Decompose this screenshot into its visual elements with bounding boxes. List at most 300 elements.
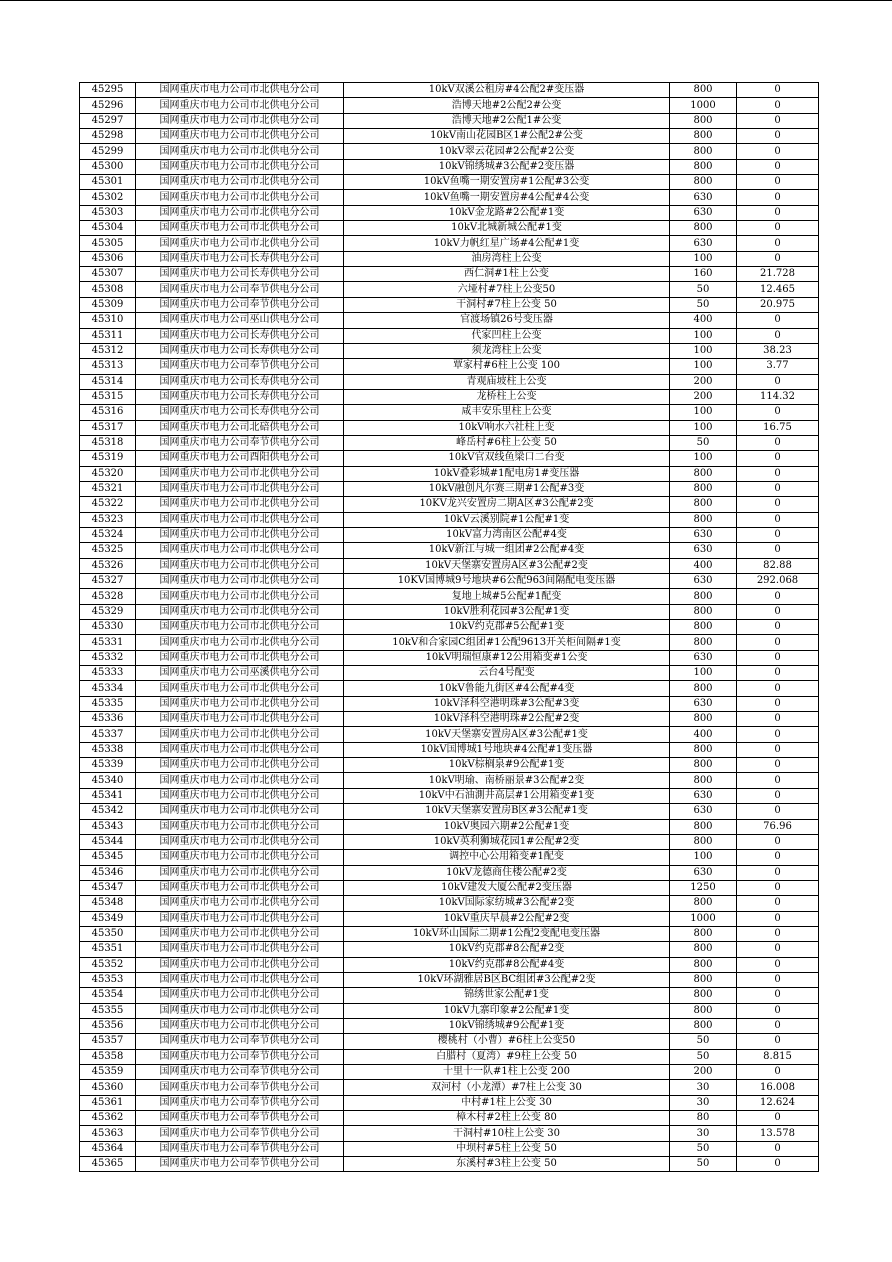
transformer-name-cell: 10kV北城新城公配#1变 [344,221,670,236]
table-row [80,144,819,159]
transformer-name-cell: 10kV约克郡#8公配#2变 [344,942,670,957]
company-cell: 国网重庆市电力公司奉节供电分公司 [136,359,344,374]
transformer-name-cell: 峰岳村#6柱上公变 50 [344,435,670,450]
company-cell: 国网重庆市电力公司市北供电分公司 [136,129,344,144]
value-cell: 0 [737,589,819,604]
row-id-cell: 45344 [80,834,136,849]
table-body [80,83,819,1172]
row-id-cell: 45320 [80,466,136,481]
table-row [80,957,819,972]
company-cell: 国网重庆市电力公司巫溪供电分公司 [136,666,344,681]
capacity-cell: 100 [670,666,737,681]
transformer-name-cell: 10kV官双线鱼梁口二台变 [344,451,670,466]
value-cell: 0 [737,1034,819,1049]
capacity-cell: 630 [670,804,737,819]
table-row [80,205,819,220]
transformer-table [79,82,819,1172]
company-cell: 国网重庆市电力公司市北供电分公司 [136,681,344,696]
table-row [80,896,819,911]
table-row [80,988,819,1003]
row-id-cell: 45298 [80,129,136,144]
transformer-name-cell: 中村#1柱上公变 30 [344,1095,670,1110]
row-id-cell: 45303 [80,205,136,220]
transformer-name-cell: 白腊村（夏湾）#9柱上公变 50 [344,1049,670,1064]
company-cell: 国网重庆市电力公司市北供电分公司 [136,911,344,926]
value-cell: 0 [737,83,819,98]
capacity-cell: 200 [670,389,737,404]
capacity-cell: 800 [670,773,737,788]
value-cell: 21.728 [737,267,819,282]
table-row [80,558,819,573]
capacity-cell: 800 [670,926,737,941]
value-cell: 0 [737,512,819,527]
table-row [80,527,819,542]
capacity-cell: 1250 [670,880,737,895]
table-row [80,113,819,128]
table-row [80,481,819,496]
company-cell: 国网重庆市电力公司奉节供电分公司 [136,1095,344,1110]
value-cell: 0 [737,911,819,926]
value-cell: 20.975 [737,297,819,312]
transformer-name-cell: 双河村（小龙潭）#7柱上公变 30 [344,1080,670,1095]
row-id-cell: 45333 [80,666,136,681]
table-row [80,83,819,98]
transformer-name-cell: 10kV响水六社柱上变 [344,420,670,435]
capacity-cell: 50 [670,297,737,312]
value-cell: 114.32 [737,389,819,404]
row-id-cell: 45304 [80,221,136,236]
transformer-name-cell: 10kV环山国际二期#1公配2变配电变压器 [344,926,670,941]
capacity-cell: 800 [670,604,737,619]
transformer-name-cell: 10kV泽科空港明珠#3公配#3变 [344,696,670,711]
row-id-cell: 45359 [80,1065,136,1080]
value-cell: 0 [737,635,819,650]
row-id-cell: 45306 [80,251,136,266]
row-id-cell: 45315 [80,389,136,404]
row-id-cell: 45309 [80,297,136,312]
table-row [80,1018,819,1033]
company-cell: 国网重庆市电力公司奉节供电分公司 [136,1049,344,1064]
value-cell: 0 [737,1065,819,1080]
row-id-cell: 45301 [80,175,136,190]
value-cell: 0 [737,850,819,865]
transformer-name-cell: 10kV胜利花园#3公配#1变 [344,604,670,619]
company-cell: 国网重庆市电力公司市北供电分公司 [136,543,344,558]
company-cell: 国网重庆市电力公司市北供电分公司 [136,819,344,834]
table-row [80,190,819,205]
value-cell: 0 [737,758,819,773]
transformer-name-cell: 浩博天地#2公配1#公变 [344,113,670,128]
row-id-cell: 45343 [80,819,136,834]
table-row [80,788,819,803]
capacity-cell: 630 [670,865,737,880]
row-id-cell: 45339 [80,758,136,773]
value-cell: 0 [737,113,819,128]
company-cell: 国网重庆市电力公司奉节供电分公司 [136,282,344,297]
transformer-name-cell: 东溪村#3柱上公变 50 [344,1157,670,1172]
row-id-cell: 45363 [80,1126,136,1141]
value-cell: 0 [737,742,819,757]
capacity-cell: 50 [670,1034,737,1049]
value-cell: 8.815 [737,1049,819,1064]
transformer-name-cell: 10kV泽科空港明珠#2公配#2变 [344,712,670,727]
transformer-name-cell: 中坝村#5柱上公变 50 [344,1141,670,1156]
row-id-cell: 45327 [80,574,136,589]
value-cell: 0 [737,144,819,159]
company-cell: 国网重庆市电力公司奉节供电分公司 [136,1080,344,1095]
value-cell: 0 [737,527,819,542]
capacity-cell: 1000 [670,98,737,113]
company-cell: 国网重庆市电力公司长寿供电分公司 [136,405,344,420]
value-cell: 0 [737,620,819,635]
value-cell: 16.008 [737,1080,819,1095]
company-cell: 国网重庆市电力公司市北供电分公司 [136,558,344,573]
capacity-cell: 400 [670,313,737,328]
row-id-cell: 45314 [80,374,136,389]
table-row [80,1034,819,1049]
company-cell: 国网重庆市电力公司奉节供电分公司 [136,1157,344,1172]
row-id-cell: 45302 [80,190,136,205]
capacity-cell: 800 [670,988,737,1003]
value-cell: 0 [737,880,819,895]
row-id-cell: 45307 [80,267,136,282]
table-row [80,282,819,297]
company-cell: 国网重庆市电力公司长寿供电分公司 [136,328,344,343]
transformer-name-cell: 干洞村#10柱上公变 30 [344,1126,670,1141]
capacity-cell: 800 [670,972,737,987]
row-id-cell: 45305 [80,236,136,251]
company-cell: 国网重庆市电力公司市北供电分公司 [136,865,344,880]
row-id-cell: 45357 [80,1034,136,1049]
transformer-name-cell: 浩博天地#2公配2#公变 [344,98,670,113]
transformer-name-cell: 樟木村#2柱上公变 80 [344,1111,670,1126]
capacity-cell: 100 [670,343,737,358]
value-cell: 0 [737,804,819,819]
value-cell: 3.77 [737,359,819,374]
transformer-name-cell: 10kV重庆早晨#2公配#2变 [344,911,670,926]
capacity-cell: 800 [670,635,737,650]
capacity-cell: 630 [670,236,737,251]
value-cell: 0 [737,543,819,558]
value-cell: 0 [737,1157,819,1172]
capacity-cell: 50 [670,282,737,297]
transformer-name-cell: 复地上城#5公配#1配变 [344,589,670,604]
row-id-cell: 45342 [80,804,136,819]
capacity-cell: 800 [670,512,737,527]
value-cell: 13.578 [737,1126,819,1141]
company-cell: 国网重庆市电力公司奉节供电分公司 [136,1126,344,1141]
value-cell: 0 [737,788,819,803]
value-cell: 0 [737,98,819,113]
company-cell: 国网重庆市电力公司奉节供电分公司 [136,1111,344,1126]
row-id-cell: 45321 [80,481,136,496]
transformer-name-cell: 覃家村#6柱上公变 100 [344,359,670,374]
value-cell: 16.75 [737,420,819,435]
value-cell: 38.23 [737,343,819,358]
capacity-cell: 100 [670,251,737,266]
value-cell: 0 [737,159,819,174]
value-cell: 0 [737,1111,819,1126]
row-id-cell: 45316 [80,405,136,420]
value-cell: 0 [737,205,819,220]
company-cell: 国网重庆市电力公司奉节供电分公司 [136,435,344,450]
capacity-cell: 800 [670,159,737,174]
company-cell: 国网重庆市电力公司奉节供电分公司 [136,1141,344,1156]
row-id-cell: 45362 [80,1111,136,1126]
row-id-cell: 45351 [80,942,136,957]
row-id-cell: 45348 [80,896,136,911]
transformer-name-cell: 10kV天堡寨安置房B区#3公配#1变 [344,804,670,819]
table-row [80,175,819,190]
row-id-cell: 45312 [80,343,136,358]
row-id-cell: 45325 [80,543,136,558]
transformer-name-cell: 10kV国博城1号地块#4公配#1变压器 [344,742,670,757]
transformer-name-cell: 10kV明瑜、南桥丽景#3公配#2变 [344,773,670,788]
company-cell: 国网重庆市电力公司市北供电分公司 [136,727,344,742]
transformer-name-cell: 代家凹柱上公变 [344,328,670,343]
company-cell: 国网重庆市电力公司市北供电分公司 [136,205,344,220]
transformer-name-cell: 青观庙坡柱上公变 [344,374,670,389]
row-id-cell: 45322 [80,497,136,512]
value-cell: 0 [737,481,819,496]
capacity-cell: 800 [670,497,737,512]
table-row [80,1095,819,1110]
transformer-name-cell: 官渡场镇26号变压器 [344,313,670,328]
capacity-cell: 200 [670,1065,737,1080]
capacity-cell: 800 [670,957,737,972]
capacity-cell: 800 [670,113,737,128]
company-cell: 国网重庆市电力公司市北供电分公司 [136,988,344,1003]
transformer-name-cell: 十里十一队#1柱上公变 200 [344,1065,670,1080]
value-cell: 0 [737,236,819,251]
capacity-cell: 30 [670,1095,737,1110]
capacity-cell: 800 [670,83,737,98]
value-cell: 0 [737,727,819,742]
transformer-name-cell: 须龙湾柱上公变 [344,343,670,358]
row-id-cell: 45331 [80,635,136,650]
value-cell: 0 [737,221,819,236]
table-row [80,251,819,266]
row-id-cell: 45347 [80,880,136,895]
row-id-cell: 45365 [80,1157,136,1172]
company-cell: 国网重庆市电力公司长寿供电分公司 [136,267,344,282]
transformer-name-cell: 10kV环湖雅居B区BC组团#3公配#2变 [344,972,670,987]
transformer-name-cell: 10kV富力湾南区公配#4变 [344,527,670,542]
transformer-name-cell: 10kV和合家园C组团#1公配9613开关柜间隔#1变 [344,635,670,650]
table-row [80,359,819,374]
capacity-cell: 50 [670,435,737,450]
table-row [80,1080,819,1095]
capacity-cell: 30 [670,1126,737,1141]
transformer-name-cell: 10kV棕榈泉#9公配#1变 [344,758,670,773]
capacity-cell: 100 [670,405,737,420]
value-cell: 0 [737,451,819,466]
value-cell: 0 [737,696,819,711]
row-id-cell: 45337 [80,727,136,742]
row-id-cell: 45317 [80,420,136,435]
table-row [80,865,819,880]
table-row [80,574,819,589]
table-row [80,221,819,236]
value-cell: 0 [737,666,819,681]
transformer-name-cell: 西仁洞#1柱上公变 [344,267,670,282]
transformer-name-cell: 龙桥柱上公变 [344,389,670,404]
row-id-cell: 45295 [80,83,136,98]
value-cell: 82.88 [737,558,819,573]
table-row [80,650,819,665]
transformer-name-cell: 10kV中石油測井高层#1公用箱变#1变 [344,788,670,803]
company-cell: 国网重庆市电力公司市北供电分公司 [136,620,344,635]
row-id-cell: 45311 [80,328,136,343]
company-cell: 国网重庆市电力公司市北供电分公司 [136,236,344,251]
company-cell: 国网重庆市电力公司市北供电分公司 [136,650,344,665]
table-row [80,512,819,527]
company-cell: 国网重庆市电力公司市北供电分公司 [136,1003,344,1018]
value-cell: 0 [737,374,819,389]
capacity-cell: 400 [670,558,737,573]
capacity-cell: 100 [670,451,737,466]
transformer-name-cell: 10kV天堡寨安置房A区#3公配#1变 [344,727,670,742]
row-id-cell: 45338 [80,742,136,757]
transformer-name-cell: 10kV双溪公租房#4公配2#变压器 [344,83,670,98]
value-cell: 0 [737,773,819,788]
table-row [80,1126,819,1141]
company-cell: 国网重庆市电力公司市北供电分公司 [136,742,344,757]
transformer-name-cell: 10kV明瑞恒康#12公用箱变#1公变 [344,650,670,665]
transformer-name-cell: 调控中心公用箱变#1配变 [344,850,670,865]
capacity-cell: 800 [670,758,737,773]
transformer-name-cell: 10kV约克郡#5公配#1变 [344,620,670,635]
capacity-cell: 630 [670,527,737,542]
capacity-cell: 800 [670,129,737,144]
transformer-name-cell: 云台4号配变 [344,666,670,681]
capacity-cell: 400 [670,727,737,742]
transformer-name-cell: 10kV龙德商住楼公配#2变 [344,865,670,880]
transformer-name-cell: 10kV鱼嘴一期安置房#1公配#3公变 [344,175,670,190]
capacity-cell: 800 [670,1003,737,1018]
table-row [80,297,819,312]
table-row [80,466,819,481]
transformer-name-cell: 10KV国博城9号地块#6公配963间隔配电变压器 [344,574,670,589]
table-row [80,1065,819,1080]
table-row [80,589,819,604]
table-row [80,1141,819,1156]
company-cell: 国网重庆市电力公司长寿供电分公司 [136,374,344,389]
transformer-name-cell: 咸丰安乐里柱上公变 [344,405,670,420]
company-cell: 国网重庆市电力公司市北供电分公司 [136,604,344,619]
capacity-cell: 630 [670,650,737,665]
table-row [80,267,819,282]
capacity-cell: 800 [670,481,737,496]
company-cell: 国网重庆市电力公司市北供电分公司 [136,972,344,987]
row-id-cell: 45324 [80,527,136,542]
company-cell: 国网重庆市电力公司市北供电分公司 [136,758,344,773]
table-row [80,926,819,941]
company-cell: 国网重庆市电力公司酉阳供电分公司 [136,451,344,466]
company-cell: 国网重庆市电力公司市北供电分公司 [136,635,344,650]
table-row [80,451,819,466]
capacity-cell: 800 [670,620,737,635]
row-id-cell: 45330 [80,620,136,635]
table-row [80,696,819,711]
company-cell: 国网重庆市电力公司市北供电分公司 [136,481,344,496]
value-cell: 0 [737,896,819,911]
capacity-cell: 800 [670,834,737,849]
company-cell: 国网重庆市电力公司市北供电分公司 [136,144,344,159]
value-cell: 0 [737,435,819,450]
row-id-cell: 45319 [80,451,136,466]
value-cell: 0 [737,865,819,880]
capacity-cell: 800 [670,144,737,159]
transformer-name-cell: 10kV九寨印象#2公配#1变 [344,1003,670,1018]
transformer-name-cell: 10kV奥园六期#2公配#1变 [344,819,670,834]
table-row [80,804,819,819]
row-id-cell: 45364 [80,1141,136,1156]
table-row [80,850,819,865]
table-row [80,712,819,727]
table-row [80,758,819,773]
row-id-cell: 45335 [80,696,136,711]
transformer-name-cell: 10KV龙兴安置房二期A区#3公配#2变 [344,497,670,512]
capacity-cell: 800 [670,681,737,696]
table-row [80,1111,819,1126]
capacity-cell: 800 [670,819,737,834]
company-cell: 国网重庆市电力公司市北供电分公司 [136,804,344,819]
table-row [80,236,819,251]
row-id-cell: 45318 [80,435,136,450]
value-cell: 0 [737,328,819,343]
row-id-cell: 45326 [80,558,136,573]
company-cell: 国网重庆市电力公司市北供电分公司 [136,497,344,512]
value-cell: 0 [737,957,819,972]
value-cell: 0 [737,942,819,957]
table-row [80,942,819,957]
row-id-cell: 45297 [80,113,136,128]
table-row [80,159,819,174]
table-row [80,773,819,788]
transformer-name-cell: 10kV力帆红星广场#4公配#1变 [344,236,670,251]
row-id-cell: 45300 [80,159,136,174]
company-cell: 国网重庆市电力公司市北供电分公司 [136,880,344,895]
table-row [80,819,819,834]
row-id-cell: 45361 [80,1095,136,1110]
row-id-cell: 45310 [80,313,136,328]
table-row [80,727,819,742]
transformer-name-cell: 10kV天堡寨安置房A区#3公配#2变 [344,558,670,573]
table-row [80,1003,819,1018]
table-row [80,1157,819,1172]
row-id-cell: 45296 [80,98,136,113]
row-id-cell: 45354 [80,988,136,1003]
capacity-cell: 100 [670,850,737,865]
table-row [80,620,819,635]
row-id-cell: 45334 [80,681,136,696]
value-cell: 0 [737,497,819,512]
table-row [80,834,819,849]
table-row [80,742,819,757]
row-id-cell: 45299 [80,144,136,159]
transformer-name-cell: 10kV云溪别院#1公配#1变 [344,512,670,527]
company-cell: 国网重庆市电力公司市北供电分公司 [136,926,344,941]
capacity-cell: 50 [670,1141,737,1156]
capacity-cell: 800 [670,1018,737,1033]
company-cell: 国网重庆市电力公司市北供电分公司 [136,159,344,174]
capacity-cell: 1000 [670,911,737,926]
company-cell: 国网重庆市电力公司市北供电分公司 [136,696,344,711]
transformer-name-cell: 10kV融创凡尔赛三期#1公配#3变 [344,481,670,496]
value-cell: 0 [737,681,819,696]
transformer-name-cell: 10kV约克郡#8公配#4变 [344,957,670,972]
